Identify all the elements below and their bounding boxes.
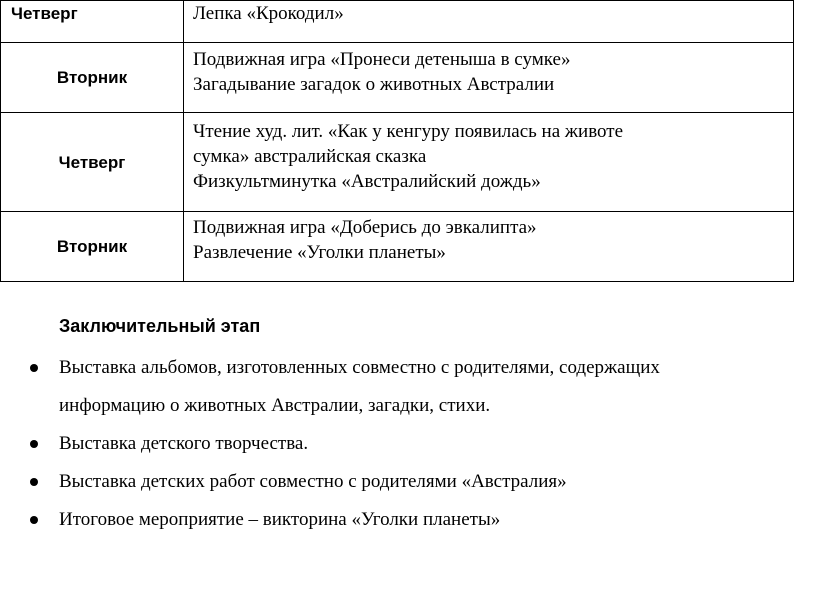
schedule-row xyxy=(1,113,794,212)
list-item xyxy=(0,349,816,425)
list-item xyxy=(0,425,816,463)
activity-line: Физкультминутка «Австралийский дождь» xyxy=(193,171,541,192)
bullet-icon xyxy=(30,516,38,524)
final-stage-list xyxy=(0,349,816,539)
activity-line: Лепка «Крокодил» xyxy=(193,3,344,24)
schedule-row xyxy=(1,1,794,43)
schedule-activities xyxy=(184,113,794,212)
activity-line: Развлечение «Уголки планеты» xyxy=(193,242,446,263)
bullet-icon xyxy=(30,364,38,372)
schedule-row xyxy=(1,212,794,282)
schedule-row xyxy=(1,43,794,113)
schedule-day: Вторник xyxy=(1,212,184,282)
activity-line: сумка» австралийская сказка xyxy=(193,146,427,167)
schedule-activities xyxy=(184,1,794,43)
schedule-activities xyxy=(184,212,794,282)
list-item-text: Выставка альбомов, изготовленных совместно с родителями, содержащих xyxy=(59,357,660,378)
activity-line: Подвижная игра «Пронеси детеныша в сумке» xyxy=(193,49,571,70)
list-item xyxy=(0,463,816,501)
schedule-activities xyxy=(184,43,794,113)
schedule-day: Четверг xyxy=(1,113,184,212)
final-stage-title: Заключительный этап xyxy=(59,316,261,336)
bullet-icon xyxy=(30,478,38,486)
list-item-text: Итоговое мероприятие – викторина «Уголки планеты» xyxy=(59,509,501,530)
activity-line: Загадывание загадок о животных Австралии xyxy=(193,74,555,95)
list-item-text: Выставка детских работ совместно с родителями «Австралия» xyxy=(59,471,567,492)
list-item xyxy=(0,501,816,539)
bullet-icon xyxy=(30,440,38,448)
activity-line: Подвижная игра «Доберись до эвкалипта» xyxy=(193,217,537,238)
list-item-text: информацию о животных Австралии, загадки, стихи. xyxy=(59,395,491,416)
schedule-table xyxy=(0,0,794,282)
list-item-text: Выставка детского творчества. xyxy=(59,433,309,454)
schedule-day: Четверг xyxy=(1,1,184,43)
activity-line: Чтение худ. лит. «Как у кенгуру появилась на животе xyxy=(193,121,624,142)
schedule-day: Вторник xyxy=(1,43,184,113)
